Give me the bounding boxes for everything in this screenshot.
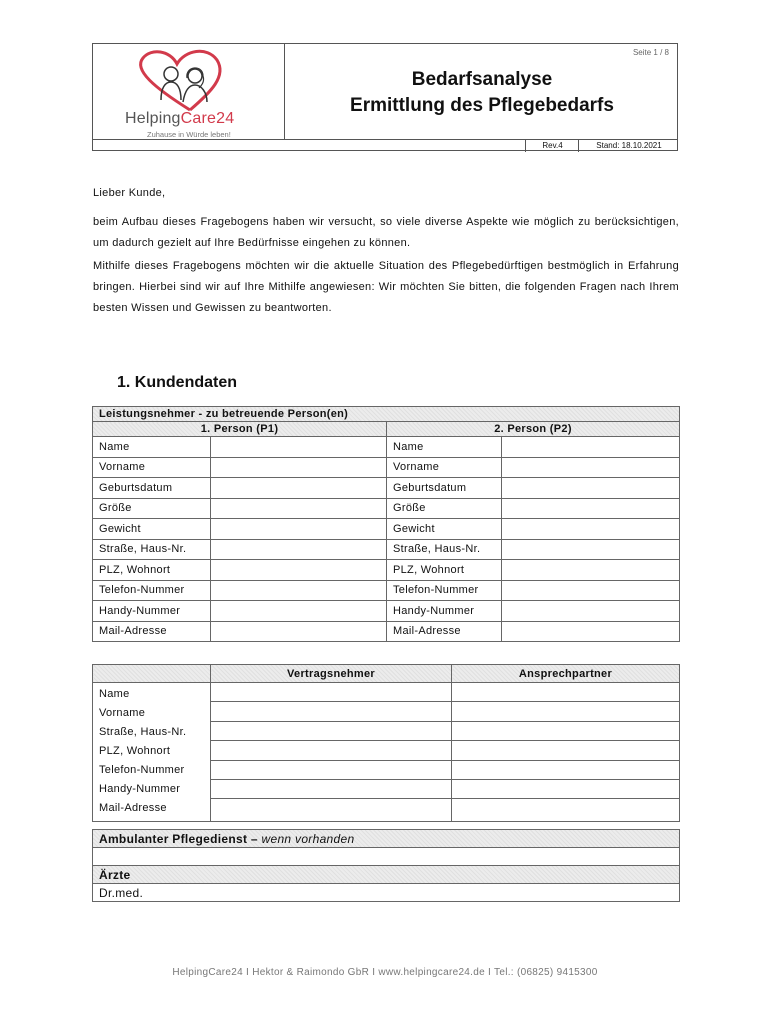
field-label: Gewicht [387,519,502,540]
field-label: Name [99,688,130,700]
field-label: Geburtsdatum [93,478,211,499]
p2-mobile-input[interactable] [502,601,680,622]
section-heading: 1. Kundendaten [117,374,238,391]
p2-street-input[interactable] [502,539,680,560]
p2-vorname-input[interactable] [502,457,680,478]
revision-date: Stand: 18.10.2021 [578,140,679,152]
field-label: Vorname [99,707,146,719]
contract-field-labels [93,683,211,822]
page-footer: HelpingCare24 I Hektor & Raimondo GbR I www.helpingcare24.de I Tel.: (06825) 9415300 [172,967,598,978]
table-row [93,621,680,642]
field-label: PLZ, Wohnort [99,745,171,757]
person-table [92,406,680,642]
table-row [93,498,680,519]
p2-phone-input[interactable] [502,580,680,601]
table-row [93,457,680,478]
p1-email-input[interactable] [211,621,387,642]
logo-wordmark: HelpingCare24 [125,110,235,127]
p2-weight-input[interactable] [502,519,680,540]
p2-city-input[interactable] [502,560,680,581]
document-subtitle: Ermittlung des Pflegebedarfs [350,95,614,116]
contract-table [92,664,680,822]
field-label: Mail-Adresse [387,621,502,642]
revision-label: Rev.4 [525,140,579,152]
field-label: Straße, Haus-Nr. [387,539,502,560]
field-label: Handy-Nummer [93,601,211,622]
document-header [92,43,678,151]
p1-vorname-input[interactable] [211,457,387,478]
p1-phone-input[interactable] [211,580,387,601]
field-label: Name [93,437,211,458]
table-row [93,601,680,622]
p2-email-input[interactable] [502,621,680,642]
contract-holder-header: Vertragsnehmer [211,665,452,683]
person-2-header: 2. Person (P2) [387,422,680,437]
intro-paragraph-2: Mithilfe dieses Fragebogens möchten wir die aktuelle Situation des Pflegebedürftigen bestmöglich in Erfahrung bringen. Hierbei sind wir auf Ihre Mithilfe angewiesen: Wir möchten Sie bitten, die folgenden Fragen nach Ihrem besten Wissen und Gewissen zu beantworten. [93,260,679,314]
field-label: Mail-Adresse [93,621,211,642]
contract-holder-inputs[interactable] [211,683,452,822]
field-label: PLZ, Wohnort [93,560,211,581]
person-table-title: Leistungsnehmer - zu betreuende Person(en) [93,407,680,422]
field-label: Größe [93,498,211,519]
field-label: Geburtsdatum [387,478,502,499]
p2-height-input[interactable] [502,498,680,519]
field-label: Mail-Adresse [99,802,167,814]
field-label: Straße, Haus-Nr. [93,539,211,560]
logo-tagline: Zuhause in Würde leben! [147,130,231,139]
p1-street-input[interactable] [211,539,387,560]
person-1-header: 1. Person (P1) [93,422,387,437]
contact-person-header: Ansprechpartner [452,665,680,683]
field-label: Vorname [387,457,502,478]
care-service-header: Ambulanter Pflegedienst – wenn vorhanden [93,830,680,848]
heart-family-logo-icon [115,48,265,114]
table-row [93,478,680,499]
table-row [93,437,680,458]
care-table [92,829,680,902]
p1-mobile-input[interactable] [211,601,387,622]
table-row [93,560,680,581]
table-row [93,580,680,601]
field-label: Vorname [93,457,211,478]
p1-name-input[interactable] [211,437,387,458]
page-number: Seite 1 / 8 [632,48,669,57]
field-label: Telefon-Nummer [387,580,502,601]
p1-weight-input[interactable] [211,519,387,540]
p1-city-input[interactable] [211,560,387,581]
field-label: Telefon-Nummer [99,764,185,776]
p1-birthdate-input[interactable] [211,478,387,499]
field-label: Telefon-Nummer [93,580,211,601]
revision-bar [93,139,677,152]
company-logo [93,44,285,139]
care-service-input[interactable] [93,848,680,866]
contact-person-inputs[interactable] [452,683,680,822]
field-label: Größe [387,498,502,519]
field-label: Name [387,437,502,458]
field-label: Handy-Nummer [99,783,181,795]
field-label: Straße, Haus-Nr. [99,726,187,738]
doctor-input[interactable]: Dr.med. [93,884,680,902]
doctors-header: Ärzte [93,866,680,884]
p2-name-input[interactable] [502,437,680,458]
field-label: Gewicht [93,519,211,540]
intro-paragraph-1: beim Aufbau dieses Fragebogens haben wir versucht, so viele diverse Aspekte wie möglich zu berücksichtigen, um dadurch gezielt auf Ihre Bedürfnisse eingehen zu können. [93,216,679,249]
field-label: PLZ, Wohnort [387,560,502,581]
p1-height-input[interactable] [211,498,387,519]
table-row [93,539,680,560]
greeting: Lieber Kunde, [93,187,166,199]
table-row [93,519,680,540]
field-label: Handy-Nummer [387,601,502,622]
p2-birthdate-input[interactable] [502,478,680,499]
document-title: Bedarfsanalyse [411,69,553,90]
